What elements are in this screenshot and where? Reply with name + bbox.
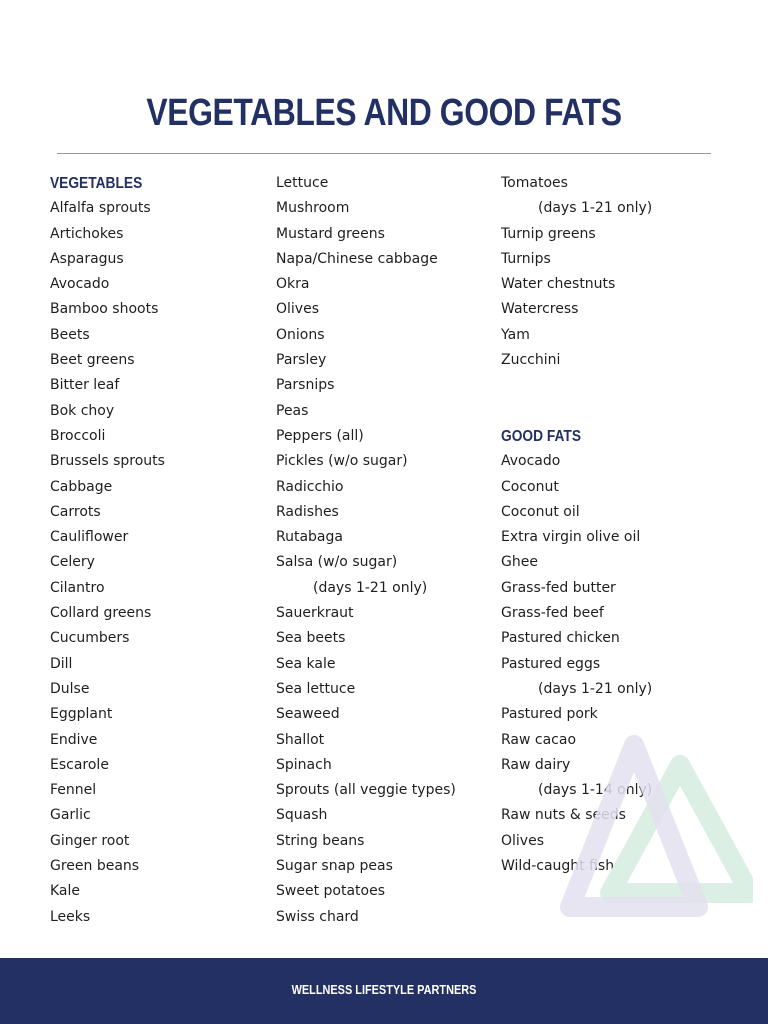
list-item: Cabbage (50, 478, 113, 495)
list-item: Water chestnuts (501, 276, 616, 293)
list-item: Sweet potatoes (276, 883, 385, 900)
availability-note: (days 1-21 only) (538, 680, 653, 697)
list-item: Eggplant (50, 706, 113, 723)
availability-note: (days 1-21 only) (538, 200, 653, 217)
list-item: Endive (50, 731, 98, 748)
list-item: Coconut oil (501, 503, 580, 520)
list-item: Pastured eggs (501, 655, 601, 672)
footer-brand: WELLNESS LIFESTYLE PARTNERS (291, 982, 477, 997)
footer-bar (0, 958, 768, 1024)
list-item: Watercress (501, 301, 579, 318)
list-item: Shallot (276, 731, 325, 748)
list-item: Olives (276, 301, 319, 318)
list-item: Carrots (50, 503, 101, 520)
title-divider (57, 153, 711, 154)
list-item: Kale (50, 883, 81, 900)
list-item: Sugar snap peas (276, 858, 393, 875)
list-item: Dulse (50, 680, 90, 697)
list-item: Parsnips (276, 377, 335, 394)
list-item: Sauerkraut (276, 605, 354, 622)
list-item: Artichokes (50, 225, 124, 242)
section-spacer (501, 373, 721, 424)
list-item: Cauliflower (50, 529, 129, 546)
list-item: Grass-fed beef (501, 605, 604, 622)
list-item: Olives (501, 832, 544, 849)
list-item: Ghee (501, 554, 538, 571)
list-item: Raw cacao (501, 731, 577, 748)
list-item: Radicchio (276, 478, 344, 495)
list-item: Bitter leaf (50, 377, 120, 394)
list-item: Coconut (501, 478, 559, 495)
vegetables-column-2 (276, 171, 496, 930)
list-item: Turnip greens (501, 225, 596, 242)
list-item: Sprouts (all veggie types) (276, 782, 456, 799)
list-item: Alfalfa sprouts (50, 200, 151, 217)
list-item: Wild-caught fish (501, 858, 615, 875)
list-item: Onions (276, 326, 325, 343)
list-item: Zucchini (501, 352, 561, 369)
brand-logo-watermark (558, 735, 753, 930)
list-item: Asparagus (50, 250, 124, 267)
list-item: Peas (276, 402, 309, 419)
vegetables-column-1 (50, 171, 270, 930)
list-item: Pastured chicken (501, 630, 620, 647)
list-item: Tomatoes (501, 175, 568, 191)
list-item: Sea lettuce (276, 680, 356, 697)
good-fats-heading: GOOD FATS (501, 427, 582, 445)
list-item: Cucumbers (50, 630, 130, 647)
list-item: Garlic (50, 807, 91, 824)
list-item: Cilantro (50, 579, 105, 596)
list-item: Ginger root (50, 832, 130, 849)
list-item: Napa/Chinese cabbage (276, 250, 438, 267)
list-item: Spinach (276, 756, 332, 773)
list-item: Yam (501, 326, 530, 343)
list-item: Mustard greens (276, 225, 385, 242)
list-item: String beans (276, 832, 365, 849)
vegetables-list-1 (50, 196, 270, 930)
list-item: Squash (276, 807, 328, 824)
availability-note: (days 1-14 only) (538, 782, 653, 799)
list-item: Peppers (all) (276, 427, 364, 444)
list-item: Lettuce (276, 175, 329, 191)
list-item: Escarole (50, 756, 109, 773)
vegetables-list-2 (276, 171, 496, 930)
vegetables-list-3 (501, 171, 721, 373)
list-item: Rutabaga (276, 529, 343, 546)
list-item: Swiss chard (276, 908, 359, 925)
list-item: Pickles (w/o sugar) (276, 453, 408, 470)
list-item: Fennel (50, 782, 97, 799)
list-item: Raw dairy (501, 756, 571, 773)
list-item: Mushroom (276, 200, 350, 217)
availability-note: (days 1-21 only) (313, 579, 428, 596)
list-item: Salsa (w/o sugar) (276, 554, 398, 571)
list-item: Brussels sprouts (50, 453, 165, 470)
list-item: Bok choy (50, 402, 115, 419)
list-item: Radishes (276, 503, 339, 520)
list-item: Extra virgin olive oil (501, 529, 641, 546)
list-item: Green beans (50, 858, 140, 875)
list-item: Turnips (501, 250, 551, 267)
list-item: Raw nuts & seeds (501, 807, 626, 824)
list-item: Beet greens (50, 352, 135, 369)
list-item: Avocado (50, 276, 110, 293)
list-item: Sea kale (276, 655, 336, 672)
list-item: Bamboo shoots (50, 301, 159, 318)
list-item: Parsley (276, 352, 327, 369)
list-item: Grass-fed butter (501, 579, 616, 596)
list-item: Pastured pork (501, 706, 598, 723)
list-item: Collard greens (50, 605, 152, 622)
list-item: Broccoli (50, 427, 106, 444)
vegetables-heading: VEGETABLES (50, 175, 143, 192)
list-item: Celery (50, 554, 95, 571)
list-item: Okra (276, 276, 310, 293)
list-item: Dill (50, 655, 73, 672)
list-item: Seaweed (276, 706, 340, 723)
page-title: VEGETABLES AND GOOD FATS (146, 92, 622, 134)
list-item: Leeks (50, 908, 91, 925)
list-item: Avocado (501, 453, 561, 470)
list-item: Sea beets (276, 630, 346, 647)
list-item: Beets (50, 326, 90, 343)
